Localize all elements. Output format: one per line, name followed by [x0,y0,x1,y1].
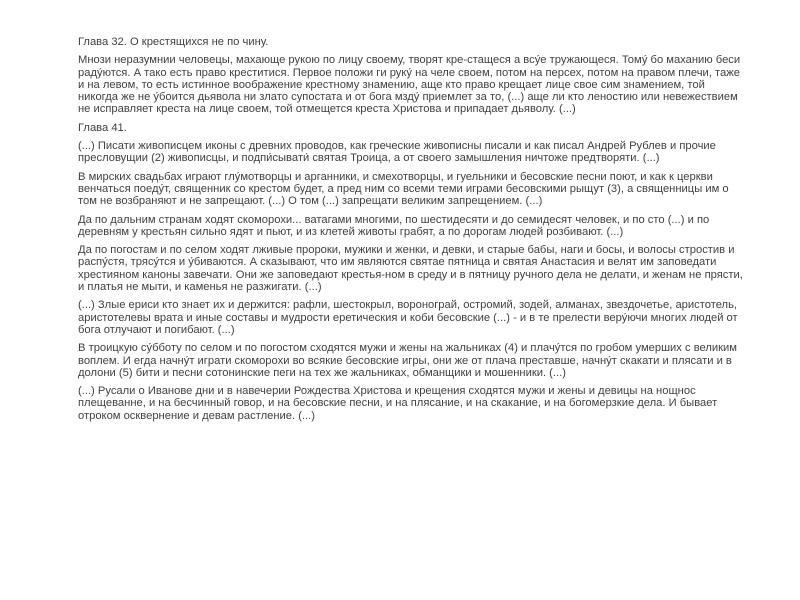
paragraph: (...) Злые ериси кто знает их и держится: рафли, шестокрыл, воронограй, остромий, зодей, алманах, звездочетье, аристотель, аристотелевы врата и иные составы и мудрости еретическия и коби бесовские (...) - и в те прелести веру́ючи многих людей от бога отлучают и погибают. (...) [78,299,738,336]
paragraph: В троицкую су́бботу по селом и по погостом сходятся мужи и жены на жальниках (4) и плачу́тся по гробом умерших с великим воплем. И егда начну́т играти скоморохи во всякие бесовские игры, они же от плача преставше, начну́т скакати и плясати и в долони (5) бити и песни сотонинские пеги на тех же жальниках, обманщики и мошенники. (...) [78,342,737,379]
paragraph: (...) Писати живописцем иконы с древних проводов, как греческие живописны писали и как писал Андрей Рублев и прочие пресловущии (2) живописцы, и подпи́сывати́ святая Троица, а от своего замышления ничтоже предтворяти. (...) [78,140,716,165]
paragraph: Да по дальним странам ходят скоморохи... ватагами многими, по шестидесяти и до семидесят человек, и по сто (...) и по деревням у крестьян сильно ядят и пьют, и из клетей животы грабят, а по дорогам людей розбивают. (...) [78,213,710,238]
paragraph: В мирских свадьбах играют глу́мотворцы и арганники, и смехотворцы, и гуельники и бесовские песни поют, и как к церкви венчаться поеду́т, священник со крестом будет, а пред ним со всеми теми играми бесовскими рыщут (3), а священницы им о том не возбраняют и не запрещают. (...) О том (...) запрещати великим запрещением. (...) [78,170,729,208]
chapter-heading-41: Глава 41. [78,121,127,134]
document-text [78,36,744,422]
paragraph: Да по погостам и по селом ходят лживые пророки, мужики и женки, и девки, и старые бабы, наги и босы, и волосы стростив и распу́стя, трясу́тся и у́биваются. А сказывают, что им являются святае пятница и святая Анастасия и велят им заповедати хрестияном каноны завечати. Они же заповедают крестья-ном в среду и в пятницу ручного дела не делати, и женам не прясти, и платья не мыти, и каменья не разжигати. (...) [78,244,743,294]
paragraph: Мнози неразумнии человецы, махающе рукою по лицу своему, творят кре-стащеся а всу́е тружающеся. Тому́ бо маханию беси раду́ются. А тако есть право креститися. Первое положи ги руку́ на челе своем, потом на персех, потом на правом плечи, таже и на левом, то есть истинное воображение крестному знамению, аще кто право крещает лице свое сим знамением, той никогда же не у́боится дьявола ни злато супостата и от бога мзду́ приемлет за то, (...) аще ли кто леностию или невежествием не исправляет креста на лице своем, той отмещется креста Христова и припадает дьяволу. (...) [78,54,741,116]
paragraph: (...) Русали о Иванове дни и в навечерии Рождества Христова и крещения сходятся мужи и жены и девицы на нощнос плещеванне, и на бесчинный говор, и на бесовские песни, и на плясание, и на скакание, и на богомерзкие дела. И бывает отроком осквернение и девам растление. (...) [78,385,718,422]
chapter-heading-32: Глава 32. О крестящихся не по чину. [78,36,269,48]
